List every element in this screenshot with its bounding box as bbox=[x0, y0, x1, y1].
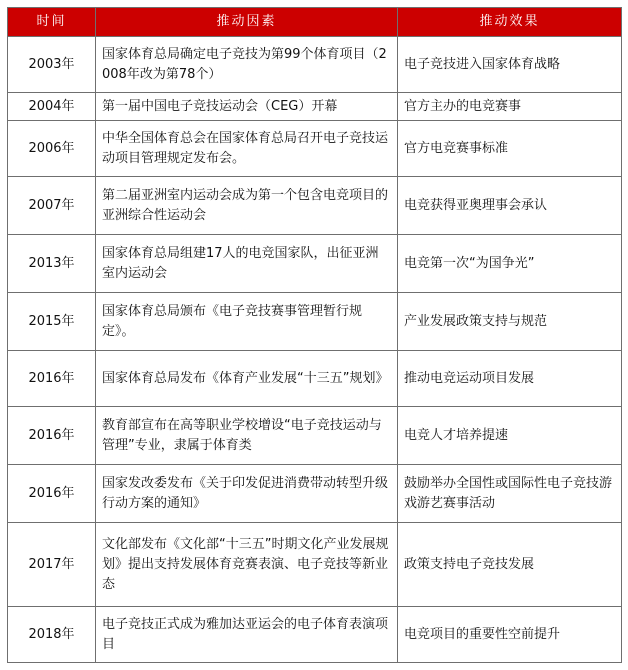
row-impact: 鼓励举办全国性或国际性电子竞技游戏游艺赛事活动 bbox=[398, 465, 622, 523]
row-impact: 电竞获得亚奥理事会承认 bbox=[398, 177, 622, 235]
row-event: 电子竞技正式成为雅加达亚运会的电子体育表演项目 bbox=[96, 607, 398, 663]
row-impact: 政策支持电子竞技发展 bbox=[398, 523, 622, 607]
row-event: 第一届中国电子竞技运动会（CEG）开幕 bbox=[96, 93, 398, 121]
table-row bbox=[8, 93, 622, 121]
table-header-row bbox=[8, 8, 622, 37]
row-year: 2016年 bbox=[8, 465, 96, 523]
row-impact: 电子竞技进入国家体育战略 bbox=[398, 37, 622, 93]
header-impact: 推动效果 bbox=[398, 8, 622, 37]
table-row bbox=[8, 121, 622, 177]
table-row bbox=[8, 407, 622, 465]
row-year: 2006年 bbox=[8, 121, 96, 177]
table-row bbox=[8, 523, 622, 607]
row-event: 教育部宣布在高等职业学校增设“电子竞技运动与管理”专业，隶属于体育类 bbox=[96, 407, 398, 465]
policy-table-container bbox=[7, 7, 622, 663]
row-impact: 电竞项目的重要性空前提升 bbox=[398, 607, 622, 663]
table-row bbox=[8, 177, 622, 235]
row-event: 国家发改委发布《关于印发促进消费带动转型升级行动方案的通知》 bbox=[96, 465, 398, 523]
table-row bbox=[8, 607, 622, 663]
row-year: 2004年 bbox=[8, 93, 96, 121]
row-event: 国家体育总局发布《体育产业发展“十三五”规划》 bbox=[96, 351, 398, 407]
row-impact: 电竞人才培养提速 bbox=[398, 407, 622, 465]
row-year: 2015年 bbox=[8, 293, 96, 351]
table-row bbox=[8, 37, 622, 93]
row-event: 文化部发布《文化部“十三五”时期文化产业发展规划》提出支持发展体育竞赛表演、电子竞技等新业态 bbox=[96, 523, 398, 607]
row-impact: 官方电竞赛事标准 bbox=[398, 121, 622, 177]
row-year: 2016年 bbox=[8, 351, 96, 407]
header-time: 时间 bbox=[8, 8, 96, 37]
esports-policy-table bbox=[7, 7, 622, 663]
row-event: 国家体育总局组建17人的电竞国家队，出征亚洲室内运动会 bbox=[96, 235, 398, 293]
row-year: 2017年 bbox=[8, 523, 96, 607]
row-year: 2016年 bbox=[8, 407, 96, 465]
row-event: 第二届亚洲室内运动会成为第一个包含电竞项目的亚洲综合性运动会 bbox=[96, 177, 398, 235]
table-row bbox=[8, 465, 622, 523]
row-year: 2007年 bbox=[8, 177, 96, 235]
row-impact: 产业发展政策支持与规范 bbox=[398, 293, 622, 351]
row-impact: 电竞第一次“为国争光” bbox=[398, 235, 622, 293]
table-row bbox=[8, 351, 622, 407]
row-year: 2003年 bbox=[8, 37, 96, 93]
row-event: 国家体育总局确定电子竞技为第99个体育项目（2008年改为第78个） bbox=[96, 37, 398, 93]
row-year: 2018年 bbox=[8, 607, 96, 663]
row-event: 国家体育总局颁布《电子竞技赛事管理暂行规定》。 bbox=[96, 293, 398, 351]
row-impact: 官方主办的电竞赛事 bbox=[398, 93, 622, 121]
row-event: 中华全国体育总会在国家体育总局召开电子竞技运动项目管理规定发布会。 bbox=[96, 121, 398, 177]
row-impact: 推动电竞运动项目发展 bbox=[398, 351, 622, 407]
table-row bbox=[8, 293, 622, 351]
row-year: 2013年 bbox=[8, 235, 96, 293]
header-event: 推动因素 bbox=[96, 8, 398, 37]
table-row bbox=[8, 235, 622, 293]
